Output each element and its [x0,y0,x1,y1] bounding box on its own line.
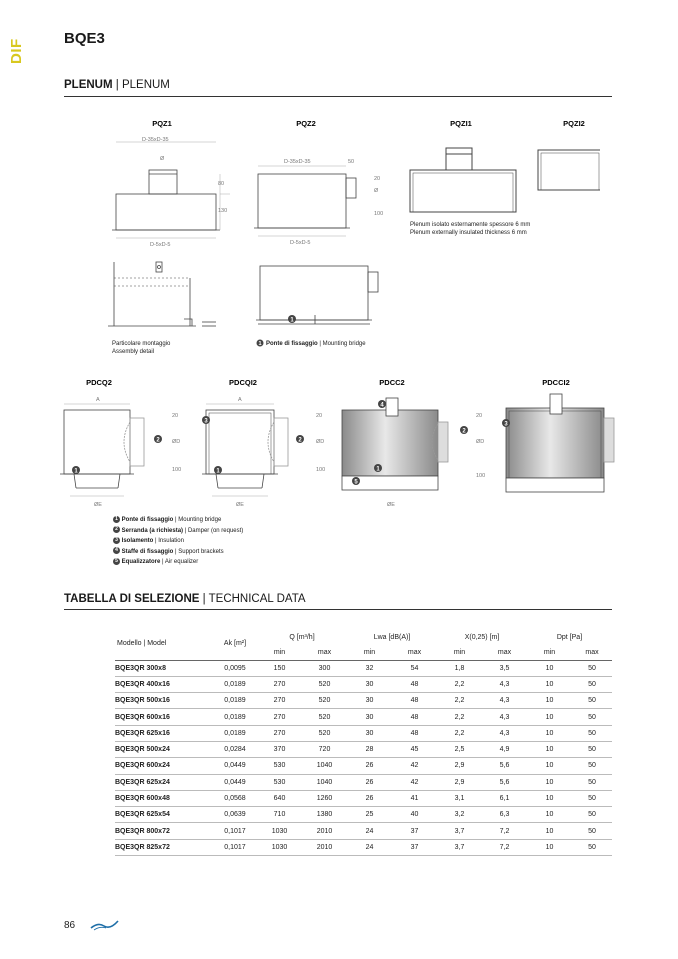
legend-item: 5 Equalizzatore | Air equalizer [113,557,243,568]
dim-pdcqi2-phie: ØE [236,502,244,508]
table-cell: 26 [347,790,392,806]
table-cell: 26 [347,758,392,774]
label-pqzi1: PQZI1 [450,119,472,128]
dim-pdcc2-phid: ØD [476,439,485,445]
technical-data-table-wrap [115,628,612,856]
col-subheader-min: min [437,646,482,660]
col-subheader-min: min [257,646,302,660]
table-cell: 26 [347,774,392,790]
drawing-pdcci2 [506,394,614,492]
dim-pqz2-phi: Ø [374,188,379,194]
bridge-marker-1 [288,315,296,324]
dim-pdcqi2-100: 100 [316,467,326,473]
table-cell: 28 [347,741,392,757]
dim-pqz1-80: 80 [218,181,225,187]
assembly-caption-it: Particolare montaggio [112,341,171,347]
dim-pqz2-100: 100 [374,211,384,217]
table-cell: 30 [347,676,392,692]
table-cell: 50 [572,725,612,741]
dim-pqz1-top: D-35xD-35 [142,137,169,143]
table-cell: 4,9 [482,741,527,757]
table-cell: 520 [302,676,347,692]
svg-text:1: 1 [74,468,78,475]
table-cell: 32 [347,660,392,676]
table-cell: 4,3 [482,693,527,709]
cell-model: BQE3QR 500x24 [115,741,213,757]
table-cell: 4,3 [482,676,527,692]
pdcqi2-marker-1 [214,466,222,475]
table-cell: 6,1 [482,790,527,806]
col-subheader-max: max [572,646,612,660]
cell-model: BQE3QR 500x16 [115,693,213,709]
cell-model: BQE3QR 600x24 [115,758,213,774]
table-cell: 0,0639 [213,807,257,823]
dim-pdcc2-100: 100 [476,473,486,479]
table-cell: 1030 [257,823,302,839]
pdcc2-marker-2 [460,426,468,435]
table-cell: 50 [572,660,612,676]
col-header-dp: Dpt [Pa] [556,633,583,641]
drawing-pdcc2 [342,398,448,490]
dim-pdcq2-phid: ØD [172,439,181,445]
label-pqz2: PQZ2 [296,119,316,128]
table-cell: 54 [392,660,437,676]
table-cell: 0,0449 [213,774,257,790]
table-cell: 10 [527,790,572,806]
table-cell: 2,2 [437,709,482,725]
col-header-model: Modello | Model [115,628,213,660]
table-cell: 720 [302,741,347,757]
dim-pdcq2-100: 100 [172,467,182,473]
table-cell: 48 [392,725,437,741]
table-row [115,741,612,757]
table-cell: 0,0189 [213,725,257,741]
pdcq2-marker-1 [72,466,80,475]
drawing-pdcq2 [60,404,144,496]
table-title-normal: TECHNICAL DATA [208,593,306,605]
table-cell: 5,6 [482,774,527,790]
plenum-section-rule [64,96,612,97]
table-cell: 1260 [302,790,347,806]
table-cell: 50 [572,807,612,823]
table-cell: 3,2 [437,807,482,823]
pdcc2-marker-4 [378,400,386,409]
table-cell: 50 [572,741,612,757]
table-cell: 50 [572,758,612,774]
table-cell: 2,2 [437,693,482,709]
table-row [115,693,612,709]
dim-pqz1-bottom: D-5xD-5 [150,242,171,248]
svg-text:1: 1 [376,466,380,473]
label-pdcc2: PDCC2 [379,378,405,387]
table-cell: 3,1 [437,790,482,806]
table-cell: 25 [347,807,392,823]
svg-text:3: 3 [504,421,508,428]
svg-text:2: 2 [298,437,302,444]
table-section-rule [64,609,612,610]
dim-pqz1-phi: Ø [160,156,165,162]
dim-pdcqi2-phid: ØD [316,439,325,445]
table-cell: 0,1017 [213,839,257,855]
svg-text:1: 1 [290,317,294,324]
dim-pqz2-top: D-35xD-35 [284,159,311,165]
table-cell: 30 [347,725,392,741]
table-cell: 2,2 [437,676,482,692]
table-cell: 37 [392,823,437,839]
dim-pdcq2-a: A [96,397,100,403]
bridge-caption-en: Mounting bridge [322,341,366,347]
cell-model: BQE3QR 625x24 [115,774,213,790]
dim-pdcc2-20: 20 [476,413,483,419]
technical-data-table [115,628,612,856]
svg-text:5: 5 [354,479,358,486]
table-cell: 50 [572,823,612,839]
label-pdcqi2: PDCQI2 [229,378,257,387]
table-cell: 370 [257,741,302,757]
table-cell: 1040 [302,758,347,774]
table-cell: 10 [527,758,572,774]
table-cell: 2,9 [437,774,482,790]
table-cell: 48 [392,676,437,692]
table-cell: 520 [302,709,347,725]
legend-item: 3 Isolamento | Insulation [113,536,243,547]
table-cell: 50 [572,693,612,709]
label-pdcq2: PDCQ2 [86,378,112,387]
table-cell: 40 [392,807,437,823]
table-title-bold: TABELLA DI SELEZIONE [64,593,200,605]
table-cell: 7,2 [482,839,527,855]
svg-text:3: 3 [204,418,208,425]
dim-pdcq2-20: 20 [172,413,179,419]
drawing-pqz2 [254,166,356,236]
table-cell: 10 [527,839,572,855]
col-subheader-max: max [302,646,347,660]
table-cell: 50 [572,676,612,692]
table-cell: 0,0284 [213,741,257,757]
side-tab-label: DIF [8,38,25,64]
drawing-assembly-detail [108,262,216,326]
component-legend [113,515,243,568]
table-cell: 1380 [302,807,347,823]
page-title: BQE3 [64,30,105,47]
table-row [115,725,612,741]
legend-item: 1 Ponte di fissaggio | Mounting bridge [113,515,243,526]
table-cell: 10 [527,807,572,823]
drawing-pqz1 [112,142,230,238]
label-pqzi2: PQZI2 [563,119,585,128]
table-cell: 0,0189 [213,676,257,692]
col-header-lwa: Lwa [dB(A)] [373,633,411,641]
legend-item: 4 Staffe di fissaggio | Support brackets [113,547,243,558]
col-subheader-max: max [482,646,527,660]
bridge-caption [257,340,367,348]
assembly-caption-en: Assembly detail [112,349,155,355]
plenum-title-sep: | [112,79,122,91]
plenum-title-bold: PLENUM [64,79,113,91]
table-cell: 42 [392,774,437,790]
table-cell: 10 [527,774,572,790]
table-row [115,839,612,855]
table-row [115,676,612,692]
table-cell: 1040 [302,774,347,790]
col-header-q: Q [m³/h] [289,633,315,641]
table-cell: 530 [257,758,302,774]
table-cell: 4,3 [482,709,527,725]
table-cell: 0,0568 [213,790,257,806]
table-cell: 0,1017 [213,823,257,839]
table-cell: 37 [392,839,437,855]
label-pdcci2: PDCCI2 [542,378,570,387]
table-cell: 0,0095 [213,660,257,676]
svg-text:Ponte di fissaggio | Mounting: Ponte di fissaggio | Mounting bridge [266,341,366,347]
side-tab [8,34,24,64]
table-cell: 2,9 [437,758,482,774]
plenum-title-normal: PLENUM [121,79,170,91]
table-row [115,758,612,774]
cell-model: BQE3QR 800x72 [115,823,213,839]
col-header-ak: Ak [m²] [213,628,257,660]
table-cell: 3,5 [482,660,527,676]
table-cell: 6,3 [482,807,527,823]
dim-pqz2-20: 20 [374,176,381,182]
drawing-pqzi1 [410,148,516,212]
table-cell: 270 [257,725,302,741]
table-cell: 710 [257,807,302,823]
table-cell: 150 [257,660,302,676]
col-header-x: X(0,25) [m] [464,633,500,641]
drawing-mounting-bridge [256,266,378,324]
pdcq2-marker-2 [154,435,162,444]
table-cell: 0,0449 [213,758,257,774]
table-cell: 50 [572,709,612,725]
table-cell: 50 [572,790,612,806]
pqzi-caption-it: Plenum isolato esternamente spessore 6 mm [410,222,531,228]
pdcqi2-marker-2 [296,435,304,444]
dim-pdcq2-phie: ØE [94,502,102,508]
brand-logo-icon [90,918,120,932]
table-cell: 270 [257,693,302,709]
table-cell: 24 [347,823,392,839]
table-cell: 48 [392,709,437,725]
svg-text:4: 4 [380,402,384,409]
cell-model: BQE3QR 300x8 [115,660,213,676]
table-cell: 640 [257,790,302,806]
dim-pqz2-bottom: D-5xD-5 [290,240,311,246]
table-row [115,823,612,839]
table-cell: 30 [347,709,392,725]
table-cell: 10 [527,660,572,676]
table-cell: 10 [527,725,572,741]
table-cell: 10 [527,741,572,757]
table-row [115,709,612,725]
table-cell: 270 [257,709,302,725]
svg-text:2: 2 [462,428,466,435]
table-cell: 42 [392,758,437,774]
dim-pqz2-50: 50 [348,159,355,165]
label-pqz1: PQZ1 [152,119,172,128]
table-cell: 3,7 [437,839,482,855]
table-cell: 10 [527,693,572,709]
cell-model: BQE3QR 625x16 [115,725,213,741]
cell-model: BQE3QR 625x54 [115,807,213,823]
table-cell: 1,8 [437,660,482,676]
page-number: 86 [64,920,76,931]
table-row [115,660,612,676]
table-cell: 50 [572,774,612,790]
table-cell: 5,6 [482,758,527,774]
table-cell: 520 [302,693,347,709]
table-cell: 2,2 [437,725,482,741]
dim-pdcqi2-a: A [238,397,242,403]
cell-model: BQE3QR 825x72 [115,839,213,855]
table-cell: 2,5 [437,741,482,757]
bridge-caption-it: Ponte di fissaggio [266,341,318,347]
table-row [115,774,612,790]
table-cell: 3,7 [437,823,482,839]
plenum-drawings-top [100,112,600,362]
table-cell: 270 [257,676,302,692]
svg-text:1: 1 [258,341,262,348]
table-cell: 30 [347,693,392,709]
svg-text:2: 2 [156,437,160,444]
cell-model: BQE3QR 600x16 [115,709,213,725]
table-cell: 48 [392,693,437,709]
dim-pqz1-130: 130 [218,208,228,214]
pqzi-caption-en: Plenum externally insulated thickness 6 mm [410,230,527,236]
drawing-pdcqi2 [202,404,288,496]
table-row [115,790,612,806]
drawing-pqzi2 [538,150,600,190]
table-row [115,807,612,823]
dim-pdcc2-phie: ØE [387,502,395,508]
col-subheader-max: max [392,646,437,660]
table-cell: 520 [302,725,347,741]
table-cell: 24 [347,839,392,855]
table-cell: 41 [392,790,437,806]
table-cell: 0,0189 [213,693,257,709]
svg-text:1: 1 [216,468,220,475]
col-subheader-min: min [527,646,572,660]
table-cell: 0,0189 [213,709,257,725]
table-cell: 10 [527,823,572,839]
legend-item: 2 Serranda (a richiesta) | Damper (on request) [113,526,243,537]
table-cell: 45 [392,741,437,757]
table-cell: 10 [527,709,572,725]
cell-model: BQE3QR 600x48 [115,790,213,806]
table-cell: 2010 [302,823,347,839]
table-cell: 300 [302,660,347,676]
table-cell: 2010 [302,839,347,855]
table-section-title: TABELLA DI SELEZIONE | TECHNICAL DATA [64,593,306,605]
plenum-section-title [64,79,170,91]
dim-pdcqi2-20: 20 [316,413,323,419]
col-subheader-min: min [347,646,392,660]
table-cell: 10 [527,676,572,692]
table-cell: 50 [572,839,612,855]
table-cell: 4,3 [482,725,527,741]
table-cell: 530 [257,774,302,790]
cell-model: BQE3QR 400x16 [115,676,213,692]
table-cell: 1030 [257,839,302,855]
table-cell: 7,2 [482,823,527,839]
